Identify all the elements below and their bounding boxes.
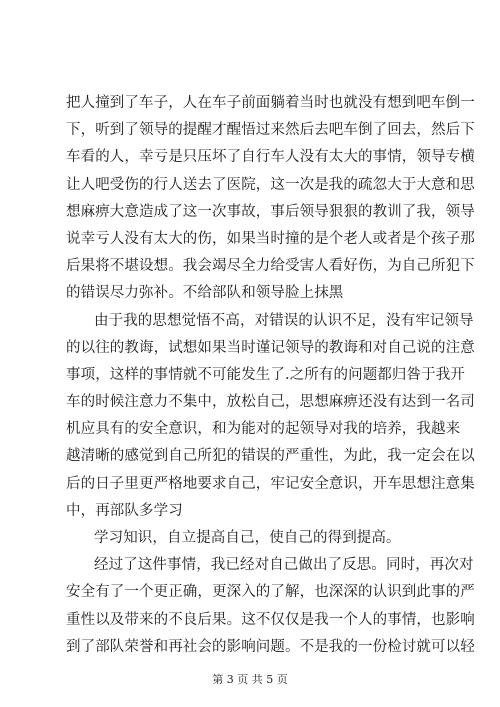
text-line: 学习知识，自立提高自己，使自己的得到提高。 [94, 530, 401, 546]
text-line: 由于我的思想觉悟不高，对错误的认识不足，没有牢记领导 [94, 312, 474, 329]
text-line: 的错误尽力弥补。不给部队和领导脸上抹黑 [66, 285, 344, 302]
page-footer: 第 3 页 共 5 页 [212, 673, 288, 686]
text-line: 后果将不堪设想。我会竭尽全力给受害人看好伤，为自己所犯下 [66, 258, 475, 275]
text-line: 到了部队荣誉和再社会的影响问题。不是我的一份检讨就可以轻 [66, 638, 475, 655]
document-body [66, 90, 475, 661]
text-line: 想麻痹大意造成了这一次事故，事后领导狠狠的教训了我，领导 [66, 203, 475, 220]
text-line: 下，听到了领导的提醒才醒悟过来然后去吧车倒了回去，然后下 [66, 122, 475, 139]
text-line: 安全有了一个更正确，更深入的了解，也深深的认识到此事的严 [66, 584, 475, 601]
text-line: 越清晰的感觉到自己所犯的错误的严重性，为此，我一定会在以 [66, 448, 475, 465]
text-line: 重性以及带来的不良后果。这不仅仅是我一个人的事情，也影响 [66, 611, 475, 628]
text-line: 车看的人，幸亏是只压坏了自行车人没有太大的事情，领导专横 [66, 149, 475, 166]
text-line: 事项，这样的事情就不可能发生了.之所有的问题都归咎于我开 [66, 366, 465, 383]
text-line: 的以往的教诲，试想如果当时谨记领导的教诲和对自己说的注意 [66, 339, 475, 356]
text-line: 后的日子里更严格地要求自己，牢记安全意识，开车思想注意集 [66, 475, 475, 492]
text-line: 机应具有的安全意识，和为能对的起领导对我的培养，我越来 [66, 421, 461, 438]
text-line: 说幸亏人没有太大的伤，如果当时撞的是个老人或者是个孩子那 [66, 230, 475, 247]
text-line: 车的时候注意力不集中，放松自己，思想麻痹还没有达到一名司 [66, 394, 475, 411]
text-line: 中，再部队多学习 [66, 502, 183, 519]
text-line: 把人撞到了车子，人在车子前面躺着当时也就没有想到吧车倒一 [66, 95, 475, 111]
text-line: 经过了这件事情，我已经对自己做出了反思。同时，再次对 [94, 557, 474, 574]
text-line: 让人吧受伤的行人送去了医院，这一次是我的疏忽大于大意和思 [66, 176, 475, 193]
